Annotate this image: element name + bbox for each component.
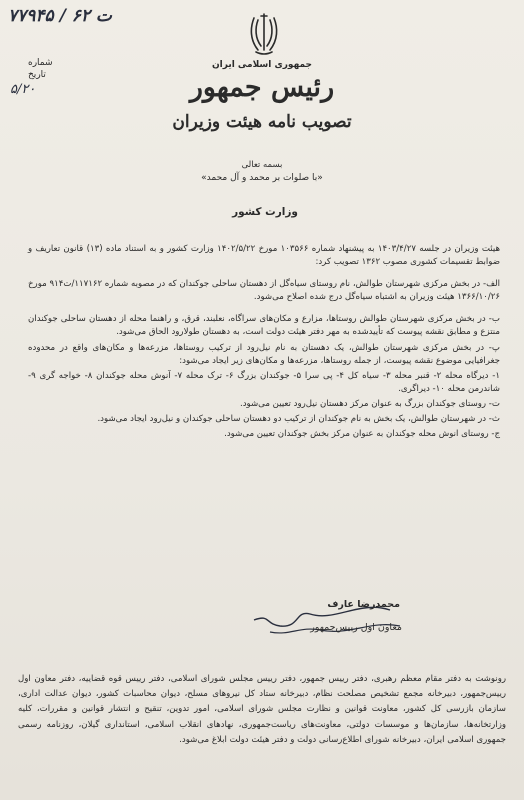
- date-label: تاریخ: [28, 70, 46, 80]
- addressee: وزارت کشور: [232, 206, 298, 218]
- decree-body: [28, 243, 500, 443]
- clause-alef: الف- در بخش مرکزی شهرستان طوالش، نام روستای سیاه‌گل از دهستان ساحلی جوکندان که در مصوبه شماره ۱۱۷۱۶۲/ت۹۱۴ مورخ ۱۳۶۶/۱۰/۲۶ هیئت وزیران به اشتباه سیاه‌گل درج شده اصلاح می‌شود.: [28, 279, 500, 303]
- number-label: شماره: [28, 58, 53, 68]
- president-title: رئیس جمهور: [189, 72, 335, 103]
- copy-recipients: رونوشت به دفتر مقام معظم رهبری، دفتر رییس جمهور، دفتر رییس مجلس شورای اسلامی، دفتر رییس قوه قضاییه، دفتر معاون اول رییس‌جمهور، دبیرخانه مجمع تشخیص مصلحت نظام، دبیرخانه ستاد کل نیروهای مسلح، دیوان محاسبات کشور، دیوان عدالت اداری، سازمان بازرسی کل کشور، معاونت قوانین و نظارت مجلس شورای اسلامی، امور تدوین، تنقیح و انتشار قوانین و مقررات، کلیه وزارتخانه‌ها، سازمان‌ها و موسسات دولتی، معاونت‌های ریاست‌جمهوری، نهادهای انقلاب اسلامی، استانداری گیلان، روزنامه رسمی جمهوری اسلامی ایران، دبیرخانه شورای اطلاع‌رسانی دولت و دفتر هیئت دولت ابلاغ می‌شود.: [18, 674, 506, 745]
- signatory-name: محمدرضا عارف: [327, 599, 400, 610]
- document-type: تصویب نامه هیئت وزیران: [172, 112, 352, 132]
- clause-te: ت- روستای جوکندان بزرگ به عنوان مرکز دهستان نیل‌رود تعیین می‌شود.: [239, 398, 500, 409]
- date-value: ۵/۲۰: [10, 82, 36, 97]
- clause-pe-list: ۱- دیرگاه محله ۲- قنبر محله ۳- سیاه کل ۴- پی سرا ۵- جوکندان بزرگ ۶- ترک محله ۷- آنوش محله جوکندان ۸- خواجه گری ۹- شاندرمن محله ۱۰- دیراگری.: [28, 370, 500, 394]
- clause-pe: پ- در بخش مرکزی شهرستان طوالش، یک دهستان به نام نیل‌رود از ترکیب روستاها، مزرعه‌ها و مکان‌های واقع در محدوده جغرافیایی موضوع نقشه پیوست، از جمله روستاها، مزرعه‌ها و مکان‌های زیر ایجاد می‌شود:: [28, 342, 500, 366]
- bismillah-line: بسمه تعالی: [241, 160, 283, 170]
- salawat-line: «با صلوات بر محمد و آل محمد»: [201, 173, 323, 183]
- intro-paragraph: هیئت وزیران در جلسه ۱۴۰۳/۴/۲۷ به پیشنهاد شماره ۱۰۳۵۶۶ مورخ ۱۴۰۲/۵/۲۲ وزارت کشور و به استناد ماده (۱۳) قانون تعاریف و ضوابط تقسیمات کشوری مصوب ۱۳۶۲ تصویب کرد:: [28, 244, 500, 268]
- iran-emblem-icon: [246, 10, 282, 58]
- clause-jim: ج- روستای انوش محله جوکندان به عنوان مرکز بخش جوکندان تعیین می‌شود.: [224, 429, 500, 440]
- clause-se: ث- در شهرستان طوالش، یک بخش به نام جوکندان از ترکیب دو دهستان ساحلی جوکندان و نیل‌رود ایجاد می‌شود.: [97, 414, 500, 425]
- republic-heading: جمهوری اسلامی ایران: [211, 60, 313, 70]
- clause-be: ب- در بخش مرکزی شهرستان طوالش روستاها، مزارع و مکان‌های سراگاه، نعلبند، قرق، و راهنما محله از دهستان ساحلی جوکندان منتزع و مطابق نقشه پیوست که تأییدشده به مهر دفتر هیئت دولت است، به دهستان طولارود الحاق می‌شود.: [28, 314, 500, 338]
- signatory-title: معاون اول رییس‌جمهور: [310, 622, 402, 633]
- registration-number: ۷۷۹۴۵ / ت ۶۲: [8, 6, 112, 26]
